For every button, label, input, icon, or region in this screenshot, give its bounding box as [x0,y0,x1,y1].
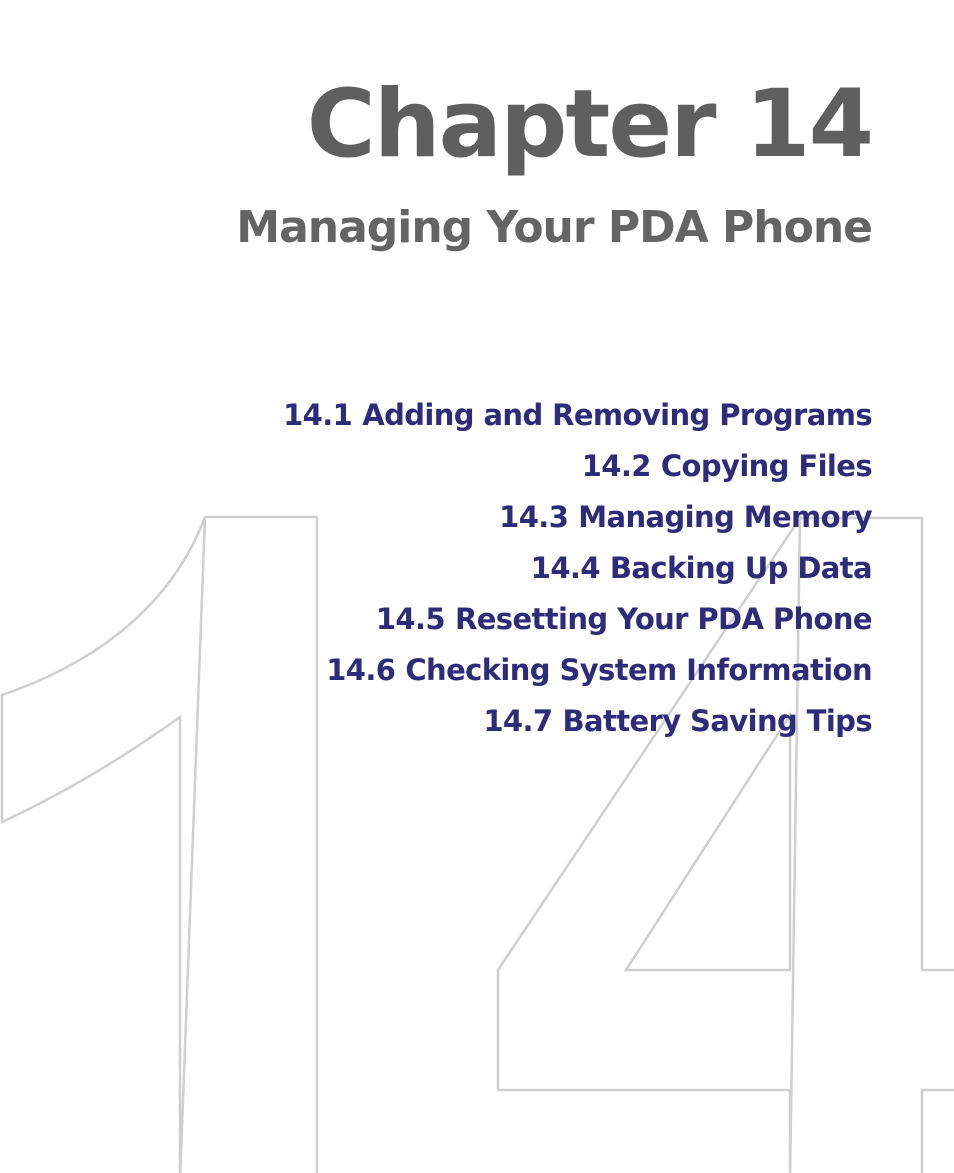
toc-label: Battery Saving Tips [562,704,872,738]
toc-item-14-1[interactable] [283,390,872,441]
watermark-digit-one [2,517,317,1173]
toc-label: Adding and Removing Programs [362,398,872,432]
toc-item-14-2[interactable] [283,441,872,492]
table-of-contents [283,390,872,747]
toc-item-14-5[interactable] [283,594,872,645]
chapter-subtitle: Managing Your PDA Phone [236,202,872,253]
toc-label: Managing Memory [578,500,872,534]
toc-number: 14.1 [283,398,353,432]
toc-item-14-4[interactable] [283,543,872,594]
chapter-header [236,70,872,256]
chapter-title: Chapter 14 [306,70,872,179]
toc-label: Backing Up Data [609,551,872,585]
toc-number: 14.5 [375,602,445,636]
toc-label: Resetting Your PDA Phone [454,602,872,636]
toc-number: 14.2 [581,449,651,483]
toc-number: 14.4 [530,551,600,585]
toc-label: Copying Files [660,449,872,483]
toc-label: Checking System Information [405,653,872,687]
toc-number: 14.6 [326,653,396,687]
toc-item-14-7[interactable] [283,696,872,747]
toc-item-14-6[interactable] [283,645,872,696]
toc-number: 14.7 [483,704,553,738]
toc-number: 14.3 [499,500,569,534]
toc-item-14-3[interactable] [283,492,872,543]
